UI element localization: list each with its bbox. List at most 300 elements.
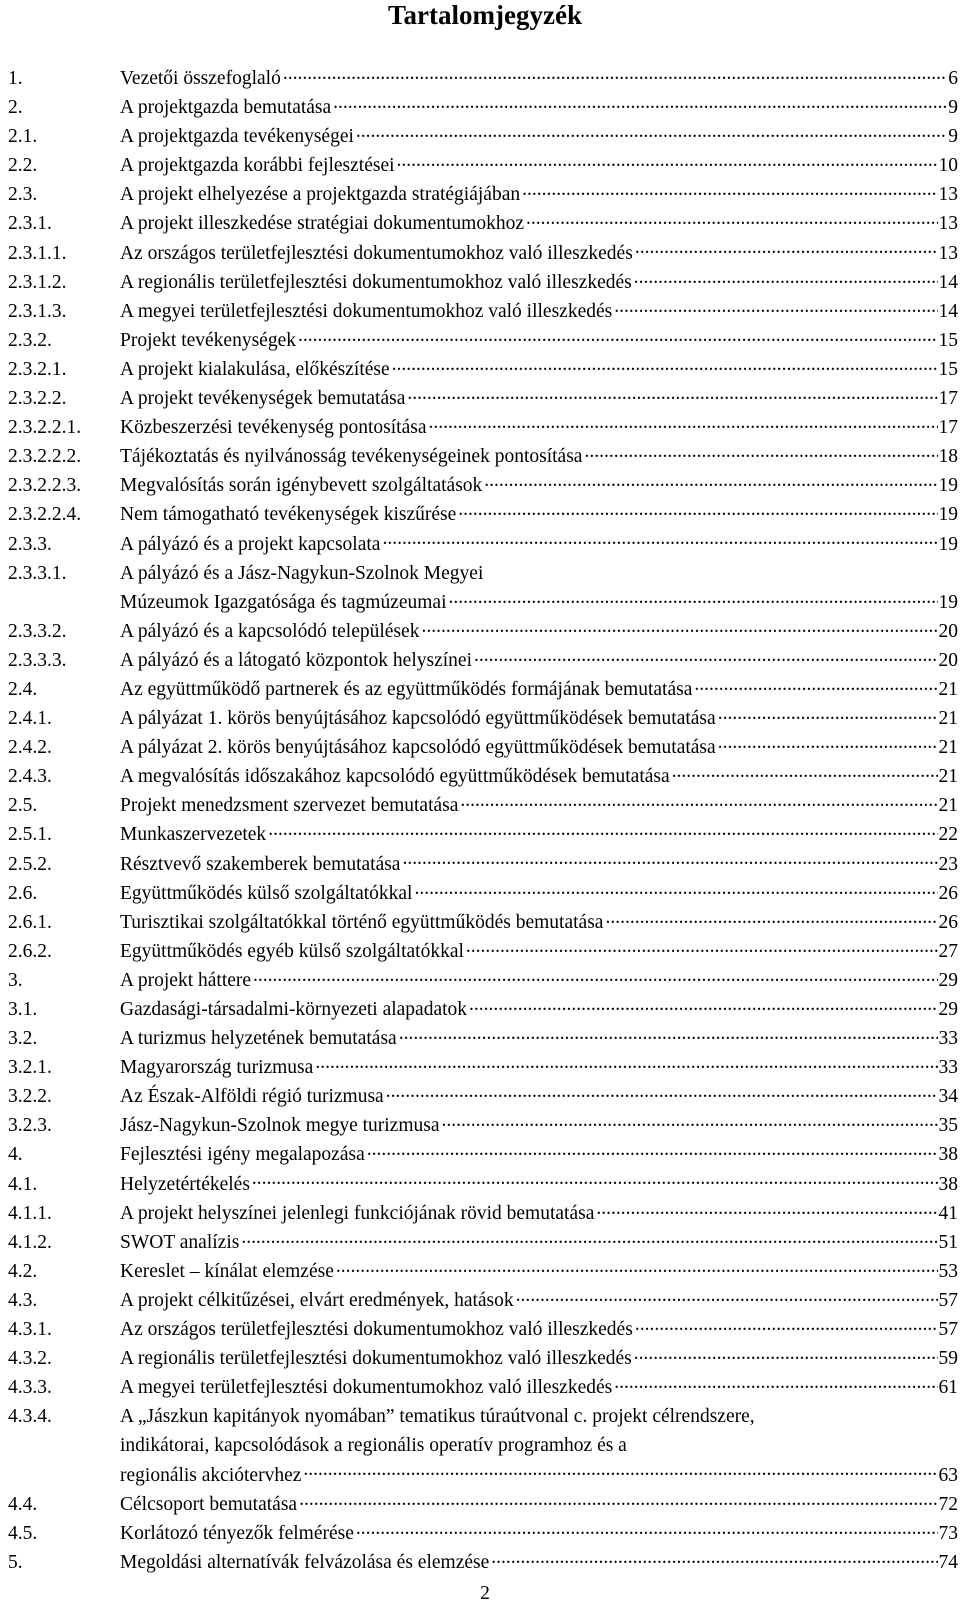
toc-entry-title: A turizmus helyzetének bemutatása	[120, 1028, 397, 1050]
toc-entry-page: 38	[938, 1173, 958, 1195]
toc-entry-page: 59	[938, 1348, 958, 1370]
toc-entry-number: 4.3.	[8, 1289, 38, 1311]
toc-entry-page: 29	[938, 999, 958, 1020]
toc-entry-number: 2.4.1.	[8, 708, 52, 730]
toc-entry-title: Jász-Nagykun-Szolnok megye turizmusa	[120, 1115, 440, 1137]
toc-entry-number: 4.3.3.	[8, 1377, 52, 1399]
dot-leader	[301, 1461, 937, 1481]
dot-leader	[419, 617, 937, 637]
toc-entry-page: 57	[938, 1289, 958, 1311]
toc-entry-title: A megvalósítás időszakához kapcsolódó együttműködések bemutatása	[120, 766, 670, 788]
toc-entry[interactable]	[8, 151, 958, 180]
toc-entry-number: 2.6.1.	[8, 911, 52, 933]
toc-entry-page: 33	[938, 1028, 958, 1050]
toc-entry[interactable]	[8, 1257, 958, 1286]
toc-entry-title-line: indikátorai, kapcsolódások a regionális operatív programhoz és a	[120, 1435, 627, 1457]
toc-entry-page: 10	[938, 155, 958, 177]
dot-leader	[331, 94, 947, 114]
toc-entry-page: 33	[938, 1057, 958, 1079]
toc-entry-number: 2.3.3.2.	[8, 620, 67, 642]
toc-entry-title: Magyarország turizmusa	[120, 1057, 314, 1079]
toc-entry-number: 2.3.1.	[8, 213, 52, 235]
toc-entry-title: Projekt menedzsment szervezet bemutatása	[120, 795, 459, 817]
dot-leader	[400, 850, 937, 870]
toc-entry-title: A projekt háttere	[120, 969, 252, 991]
toc-entry[interactable]	[8, 355, 958, 384]
dot-leader	[472, 646, 938, 666]
toc-entry[interactable]	[8, 617, 958, 646]
toc-entry-number: 4.5.	[8, 1522, 38, 1544]
toc-entry[interactable]	[8, 1082, 958, 1111]
toc-entry-body	[120, 64, 958, 93]
toc-entry-page: 26	[938, 882, 958, 904]
toc-entry-title: A projekt kialakulása, előkészítése	[120, 358, 390, 380]
toc-entry-page: 14	[938, 271, 958, 293]
toc-entry-body	[120, 559, 958, 617]
toc-entry-number: 2.	[8, 97, 23, 119]
toc-entry[interactable]	[8, 1286, 958, 1315]
toc-entry-title: A projektgazda bemutatása	[120, 97, 332, 119]
toc-title: Tartalomjegyzék	[388, 0, 582, 30]
toc-entry-body	[120, 1490, 958, 1519]
toc-entry-title: A projektgazda tevékenységei	[120, 126, 354, 148]
toc-entry-number: 2.4.	[8, 678, 38, 700]
toc-entry-page: 73	[938, 1522, 958, 1544]
dot-leader	[395, 152, 938, 172]
toc-entry-title: Célcsoport bemutatása	[120, 1493, 298, 1515]
dot-leader	[250, 1170, 938, 1190]
toc-entry-number: 2.2.	[8, 155, 38, 177]
dot-leader	[251, 966, 937, 986]
dot-leader	[426, 414, 937, 434]
toc-entry-body	[120, 1199, 958, 1228]
toc-entry[interactable]	[8, 1519, 958, 1548]
toc-entry-body	[120, 1548, 958, 1577]
toc-entry[interactable]	[8, 762, 958, 791]
toc-entry-body	[120, 791, 958, 820]
toc-entry-body	[120, 1373, 958, 1402]
toc-entry-page: 17	[938, 388, 958, 410]
toc-entry[interactable]	[8, 820, 958, 849]
toc-entry-body	[120, 239, 958, 268]
dot-leader	[334, 1257, 938, 1277]
toc-entry-body	[120, 151, 958, 180]
toc-entry-title: Az országos területfejlesztési dokumentumokhoz való illeszkedés	[120, 242, 633, 264]
toc-entry-body	[120, 704, 958, 733]
toc-entry-body	[120, 1344, 958, 1373]
toc-entry[interactable]	[8, 1228, 958, 1257]
toc-entry-page: 17	[938, 417, 958, 439]
toc-entry[interactable]	[8, 442, 958, 471]
dot-leader	[489, 1548, 937, 1568]
dot-leader	[482, 472, 937, 492]
toc-entry[interactable]	[8, 471, 958, 500]
toc-entry-title: A projektgazda korábbi fejlesztései	[120, 155, 395, 177]
toc-entry[interactable]	[8, 1111, 958, 1140]
toc-entry[interactable]	[8, 791, 958, 820]
dot-leader	[405, 385, 937, 405]
toc-entry-page: 21	[938, 708, 958, 730]
toc-entry-page: 21	[938, 795, 958, 817]
toc-entry-page: 20	[938, 620, 958, 642]
dot-leader	[456, 501, 937, 521]
page-number: 2	[480, 1583, 490, 1604]
toc-entry-body	[120, 966, 958, 995]
toc-entry-page: 6	[948, 68, 958, 89]
dot-leader	[447, 588, 938, 608]
dot-leader	[296, 326, 938, 346]
toc-entry[interactable]	[8, 64, 958, 93]
toc-entry-number: 2.3.3.	[8, 533, 52, 555]
dot-leader	[313, 1054, 937, 1074]
toc-entry-body	[120, 442, 958, 471]
toc-entry-page: 34	[938, 1086, 958, 1108]
toc-entry-number: 2.5.	[8, 795, 38, 817]
toc-entry-title: Turisztikai szolgáltatókkal történő együttműködés bemutatása	[120, 911, 604, 933]
toc-entry[interactable]	[8, 1315, 958, 1344]
toc-entry[interactable]	[8, 93, 958, 122]
toc-entry-body	[120, 384, 958, 413]
toc-entry-number: 2.3.2.2.3.	[8, 475, 82, 497]
toc-entry-body	[120, 1140, 958, 1169]
toc-entry-body	[120, 1170, 958, 1199]
toc-entry-body	[120, 1402, 958, 1489]
toc-entry-number: 2.5.1.	[8, 824, 52, 846]
toc-entry[interactable]	[8, 675, 958, 704]
toc-entry[interactable]	[8, 239, 958, 268]
toc-entry-body	[120, 733, 958, 762]
dot-leader	[266, 821, 937, 841]
toc-entry-body	[120, 850, 958, 879]
toc-entry-page: 19	[938, 533, 958, 555]
toc-entry-body	[120, 297, 958, 326]
toc-entry-number: 4.3.4.	[8, 1406, 52, 1428]
toc-entry[interactable]	[8, 1053, 958, 1082]
toc-entry-number: 3.2.3.	[8, 1115, 52, 1137]
toc-entry-body	[120, 1257, 958, 1286]
toc-entry-page: 13	[938, 213, 958, 235]
toc-entry-page: 29	[938, 969, 958, 991]
dot-leader	[467, 996, 937, 1016]
dot-leader	[716, 705, 938, 725]
toc-entry-page: 13	[938, 242, 958, 264]
dot-leader	[384, 1083, 938, 1103]
toc-entry-body	[120, 879, 958, 908]
toc-entry-title-line: A pályázó és a Jász-Nagykun-Szolnok Megyei	[120, 562, 484, 584]
toc-entry-body	[120, 1519, 958, 1548]
toc-entry-number: 2.6.	[8, 882, 38, 904]
toc-entry-number: 4.1.2.	[8, 1231, 52, 1253]
toc-entry-number: 2.3.2.2.	[8, 388, 67, 410]
toc-entry-page: 74	[938, 1551, 958, 1573]
dot-leader	[239, 1228, 937, 1248]
toc-entry[interactable]	[8, 908, 958, 937]
toc-entry-page: 21	[938, 678, 958, 700]
dot-leader	[692, 675, 937, 695]
toc-entry[interactable]	[8, 1344, 958, 1373]
toc-entry[interactable]	[8, 384, 958, 413]
toc-entry-number: 4.	[8, 1144, 23, 1166]
toc-entry-number: 2.6.2.	[8, 940, 52, 962]
toc-entry[interactable]	[8, 704, 958, 733]
toc-entry-page: 23	[938, 853, 958, 875]
toc-entry[interactable]	[8, 879, 958, 908]
dot-leader	[390, 355, 938, 375]
toc-entry-title: Gazdasági-társadalmi-környezeti alapadatok	[120, 999, 468, 1020]
dot-leader	[594, 1199, 937, 1219]
toc-entry-number: 3.2.1.	[8, 1057, 52, 1079]
toc-entry-page: 9	[948, 97, 958, 119]
toc-entry-title: Nem támogatható tevékenységek kiszűrése	[120, 504, 457, 526]
toc-entry-title: A pályázat 1. körös benyújtásához kapcsolódó együttműködések bemutatása	[120, 708, 716, 730]
toc-entry-title: Az Észak-Alföldi régió turizmusa	[120, 1086, 384, 1108]
toc-entry-body	[120, 122, 958, 151]
toc-entry[interactable]	[8, 1548, 958, 1577]
toc-entry-body	[120, 355, 958, 384]
dot-leader	[716, 734, 938, 754]
toc-entry-page: 26	[938, 911, 958, 933]
toc-entry-body	[120, 1082, 958, 1111]
toc-entry-title: A megyei területfejlesztési dokumentumokhoz való illeszkedés	[120, 300, 613, 322]
toc-entry-number: 2.3.2.2.4.	[8, 504, 82, 526]
dot-leader	[281, 65, 947, 85]
toc-entry-title: Munkaszervezetek	[120, 824, 267, 846]
toc-entry-title: Helyzetértékelés	[120, 1173, 250, 1195]
toc-entry-title: A regionális területfejlesztési dokumentumokhoz való illeszkedés	[120, 271, 632, 293]
toc-entry-body	[120, 762, 958, 791]
toc-entry-body	[120, 1111, 958, 1140]
toc-entry-title: regionális akciótervhez	[120, 1464, 302, 1486]
toc-entry-number: 2.3.2.2.1.	[8, 417, 82, 439]
toc-entry[interactable]	[8, 500, 958, 529]
toc-entry[interactable]	[8, 850, 958, 879]
toc-entry-title: Az országos területfejlesztési dokumentumokhoz való illeszkedés	[120, 1319, 633, 1341]
dot-leader	[633, 239, 938, 259]
toc-entry-title: A pályázó és a projekt kapcsolata	[120, 533, 381, 555]
toc-entry-number: 5.	[8, 1551, 23, 1573]
toc-entry-body	[120, 471, 958, 500]
toc-entry-title: A projekt elhelyezése a projektgazda stratégiájában	[120, 184, 521, 206]
toc-entry-page: 21	[938, 766, 958, 788]
toc-entry-body	[120, 530, 958, 559]
toc-entry-number: 4.1.1.	[8, 1202, 52, 1224]
toc-entry[interactable]	[8, 1140, 958, 1169]
toc-entry-title: A megyei területfejlesztési dokumentumokhoz való illeszkedés	[120, 1377, 613, 1399]
toc-entry-title: Közbeszerzési tevékenység pontosítása	[120, 417, 427, 439]
toc-entry-title: Együttműködés külső szolgáltatókkal	[120, 882, 413, 904]
dot-leader	[354, 1519, 938, 1539]
toc-entry-page: 51	[938, 1231, 958, 1253]
toc-entry-page: 35	[938, 1115, 958, 1137]
toc-entry-number: 2.3.1.2.	[8, 271, 67, 293]
toc-entry-page: 22	[938, 824, 958, 846]
toc-entry[interactable]	[8, 209, 958, 238]
toc-entry-title: Az együttműködő partnerek és az együttműködés formájának bemutatása	[120, 678, 693, 700]
toc-entry-body	[120, 180, 958, 209]
toc-entry-number: 2.5.2.	[8, 853, 52, 875]
toc-entry-page: 20	[938, 649, 958, 671]
toc-entry-title: Kereslet – kínálat elemzése	[120, 1260, 334, 1282]
toc-entry[interactable]	[8, 530, 958, 559]
toc-entry-page: 15	[938, 358, 958, 380]
toc-entry-title: Együttműködés egyéb külső szolgáltatókkal	[120, 940, 464, 962]
dot-leader	[464, 937, 938, 957]
toc-entry-page: 27	[938, 940, 958, 962]
toc-entry-title: A projekt helyszínei jelenlegi funkciójának rövid bemutatása	[120, 1202, 595, 1224]
toc-entry-page: 19	[938, 475, 958, 497]
toc-entry[interactable]	[8, 1170, 958, 1199]
toc-entry[interactable]	[8, 1490, 958, 1519]
toc-entry-number: 2.3.1.3.	[8, 300, 67, 322]
toc-entry[interactable]	[8, 559, 958, 617]
dot-leader	[354, 123, 947, 143]
toc-entry-title-line: A „Jászkun kapitányok nyomában” tematikus túraútvonal c. projekt célrendszere,	[120, 1406, 755, 1428]
toc-entry[interactable]	[8, 995, 958, 1024]
toc-entry-page: 9	[948, 126, 958, 148]
toc-entry-number: 3.	[8, 969, 23, 991]
dot-leader	[397, 1025, 938, 1045]
toc-entry[interactable]	[8, 733, 958, 762]
toc-entry-number: 2.4.2.	[8, 737, 52, 759]
dot-leader	[612, 1374, 937, 1394]
toc-entry[interactable]	[8, 1199, 958, 1228]
dot-leader	[670, 763, 938, 783]
toc-entry-number: 2.3.2.	[8, 329, 52, 351]
dot-leader	[365, 1141, 938, 1161]
toc-entry-page: 63	[938, 1464, 958, 1486]
toc-entry[interactable]	[8, 1373, 958, 1402]
toc-entry-page: 21	[938, 737, 958, 759]
toc-entry-body	[120, 646, 958, 675]
toc-entry-title: Vezetői összefoglaló	[120, 68, 281, 89]
toc-entry-number: 2.3.3.3.	[8, 649, 67, 671]
dot-leader	[633, 1316, 938, 1336]
dot-leader	[514, 1286, 938, 1306]
toc-entry-body	[120, 617, 958, 646]
toc-entry-body	[120, 820, 958, 849]
toc-entry-title: A pályázat 2. körös benyújtásához kapcsolódó együttműködések bemutatása	[120, 737, 716, 759]
toc-entry-body	[120, 1315, 958, 1344]
toc-entry[interactable]	[8, 1402, 958, 1489]
toc-entry-title: Projekt tevékenységek	[120, 329, 296, 351]
toc-entry-page: 18	[938, 446, 958, 468]
toc-entry-body	[120, 908, 958, 937]
dot-leader	[582, 443, 937, 463]
dot-leader	[603, 908, 937, 928]
toc-entry[interactable]	[8, 297, 958, 326]
toc-entry-title: A projekt célkitűzései, elvárt eredmények, hatások	[120, 1289, 514, 1311]
toc-entry-body	[120, 1053, 958, 1082]
toc-entry-title: Megoldási alternatívák felvázolása és elemzése	[120, 1551, 490, 1573]
toc-entry-title: Fejlesztési igény megalapozása	[120, 1144, 365, 1166]
toc-entry-title: A projekt illeszkedése stratégiai dokumentumokhoz	[120, 213, 524, 235]
toc-entry-title: A regionális területfejlesztési dokumentumokhoz való illeszkedés	[120, 1348, 632, 1370]
toc-entry-page: 14	[938, 300, 958, 322]
toc-entry-body	[120, 413, 958, 442]
toc-entry-title: Megvalósítás során igénybevett szolgáltatások	[120, 475, 483, 497]
toc-entry-body	[120, 995, 958, 1024]
toc-entry-body	[120, 93, 958, 122]
toc-entry-page: 72	[938, 1493, 958, 1515]
toc-entry-body	[120, 1228, 958, 1257]
toc-entry-body	[120, 1286, 958, 1315]
dot-leader	[520, 181, 937, 201]
dot-leader	[297, 1490, 937, 1510]
toc-entry[interactable]	[8, 966, 958, 995]
toc-entry[interactable]	[8, 326, 958, 355]
toc-entry-title: Résztvevő szakemberek bemutatása	[120, 853, 401, 875]
toc-entry-number: 2.3.	[8, 184, 38, 206]
toc-entry[interactable]	[8, 180, 958, 209]
toc-entry-title: A pályázó és a kapcsolódó települések	[120, 620, 420, 642]
toc-entry-page: 38	[938, 1144, 958, 1166]
toc-entry-page: 41	[938, 1202, 958, 1224]
toc-entry[interactable]	[8, 413, 958, 442]
toc-entry[interactable]	[8, 122, 958, 151]
toc-entry-title: A projekt tevékenységek bemutatása	[120, 388, 406, 410]
toc-entry-number: 4.3.1.	[8, 1319, 52, 1341]
toc-entry-body	[120, 326, 958, 355]
toc-entry-number: 4.1.	[8, 1173, 38, 1195]
toc-entry-title: Múzeumok Igazgatósága és tagmúzeumai	[120, 591, 447, 613]
toc-entry-number: 2.4.3.	[8, 766, 52, 788]
toc-entry-title: Korlátozó tényezők felmérése	[120, 1522, 354, 1544]
dot-leader	[380, 530, 937, 550]
toc-entry-number: 2.3.3.1.	[8, 562, 67, 584]
toc-entry-number: 3.2.2.	[8, 1086, 52, 1108]
dot-leader	[440, 1112, 938, 1132]
dot-leader	[458, 792, 937, 812]
toc-entry-number: 2.3.2.1.	[8, 358, 67, 380]
toc-entry[interactable]	[8, 268, 958, 297]
toc-entry-number: 2.3.1.1.	[8, 242, 67, 264]
toc-entry-body	[120, 500, 958, 529]
toc-entry-body	[120, 937, 958, 966]
toc-entry-page: 57	[938, 1319, 958, 1341]
toc-entry-number: 4.4.	[8, 1493, 38, 1515]
dot-leader	[412, 879, 937, 899]
toc-entry[interactable]	[8, 1024, 958, 1053]
toc-entry-number: 3.2.	[8, 1028, 38, 1050]
toc-entry-page: 15	[938, 329, 958, 351]
toc-entry-page: 19	[938, 504, 958, 526]
toc-entry-number: 1.	[8, 68, 23, 89]
table-of-contents	[8, 64, 958, 1577]
dot-leader	[632, 1345, 938, 1365]
toc-entry-number: 3.1.	[8, 999, 38, 1020]
toc-entry-title: A pályázó és a látogató központok helyszínei	[120, 649, 472, 671]
toc-entry-number: 2.3.2.2.2.	[8, 446, 82, 468]
dot-leader	[612, 297, 937, 317]
toc-entry[interactable]	[8, 937, 958, 966]
toc-entry-title: SWOT analízis	[120, 1231, 240, 1253]
toc-entry-page: 13	[938, 184, 958, 206]
toc-entry-page: 19	[938, 591, 958, 613]
toc-entry-body	[120, 209, 958, 238]
dot-leader	[524, 210, 938, 230]
toc-entry-title: Tájékoztatás és nyilvánosság tevékenységeinek pontosítása	[120, 446, 583, 468]
toc-entry-number: 4.3.2.	[8, 1348, 52, 1370]
toc-entry-page: 61	[938, 1377, 958, 1399]
dot-leader	[632, 268, 938, 288]
toc-entry-body	[120, 675, 958, 704]
toc-entry-body	[120, 1024, 958, 1053]
toc-entry-number: 2.1.	[8, 126, 38, 148]
toc-entry[interactable]	[8, 646, 958, 675]
toc-entry-number: 4.2.	[8, 1260, 38, 1282]
toc-entry-page: 53	[938, 1260, 958, 1282]
toc-entry-body	[120, 268, 958, 297]
